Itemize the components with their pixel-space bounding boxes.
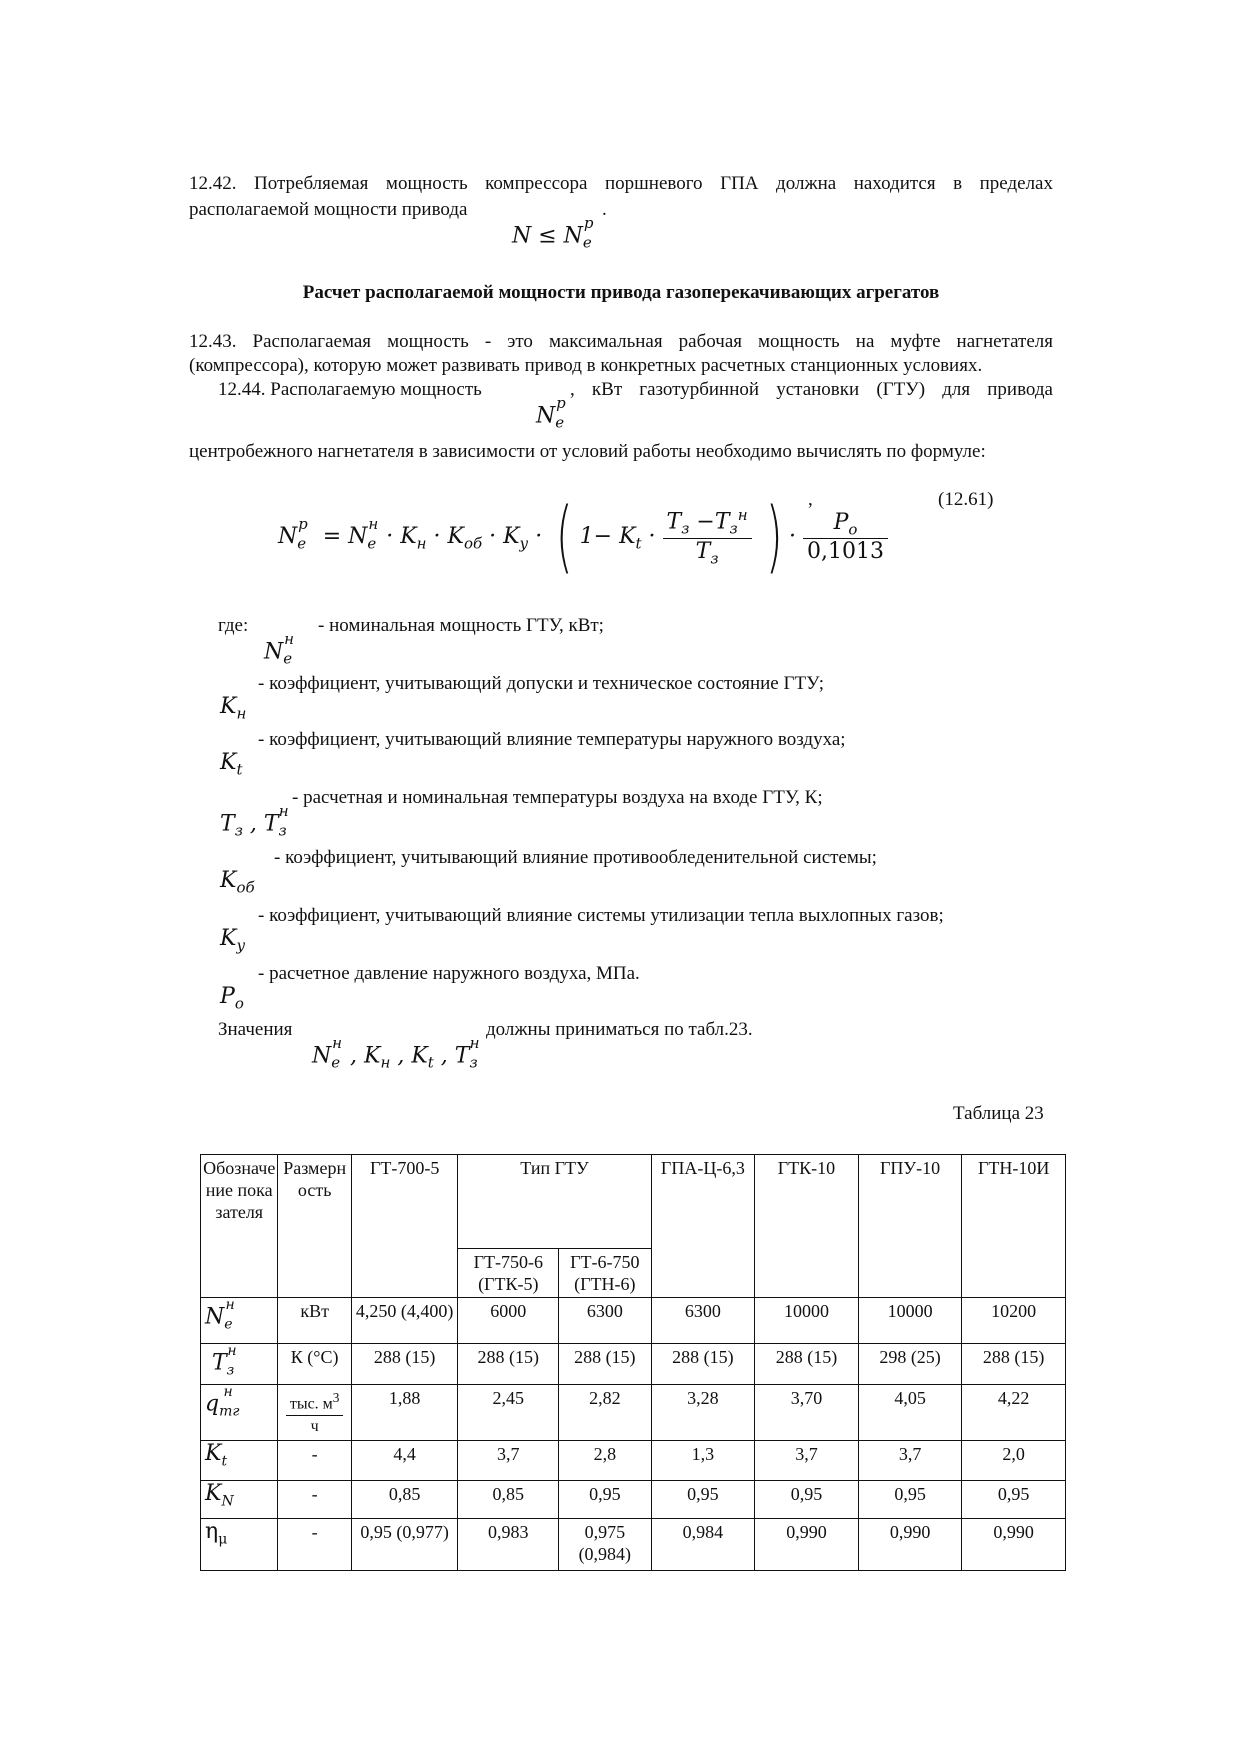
cell: 288 (15)	[755, 1344, 859, 1385]
row-unit: кВт	[278, 1298, 351, 1344]
unit-fraction: $\frac{тыс. м^3}{ч}$	[286, 1387, 344, 1438]
cell: 6300	[559, 1298, 652, 1344]
cell: 288 (15)	[559, 1344, 652, 1385]
equation-number: (12.61)	[938, 489, 994, 510]
cell: 6300	[651, 1298, 755, 1344]
para-1242-line2: располагаемой мощности привода	[189, 199, 468, 220]
table-row	[201, 1298, 1066, 1344]
symbol-ne-p: $N_e^p$	[536, 394, 566, 432]
para-1243-line2: (компрессора), которую может развивать привод в конкретных расчетных станционных условиях.	[189, 355, 983, 376]
table-row	[201, 1519, 1066, 1571]
row-unit-fraction	[278, 1384, 351, 1440]
table-23	[200, 1154, 1066, 1571]
header-dimension: Размерность	[278, 1155, 351, 1298]
cell: 0,984	[651, 1519, 755, 1571]
formula-text: N ≤ N	[512, 223, 583, 249]
values-line-left: Значения	[218, 1019, 293, 1040]
header-gtk-10: ГТК-10	[755, 1155, 859, 1298]
cell: 10000	[755, 1298, 859, 1344]
cell: 0,975 (0,984)	[559, 1519, 652, 1571]
def-p-o: - расчетное давление наружного воздуха, МПа.	[258, 963, 640, 984]
row-unit: К (°С)	[278, 1344, 351, 1385]
symbol-k-u: $K_у$	[220, 926, 246, 955]
cell: 0,95	[858, 1481, 962, 1519]
def-k-t: - коэффициент, учитывающий влияние температуры наружного воздуха;	[258, 729, 846, 750]
cell: 3,70	[755, 1384, 859, 1440]
cell: 288 (15)	[351, 1344, 458, 1385]
def-k-ob: - коэффициент, учитывающий влияние противообледенительной системы;	[274, 847, 877, 868]
cell: 288 (15)	[962, 1344, 1066, 1385]
cell: 288 (15)	[651, 1344, 755, 1385]
cell: 1,88	[351, 1384, 458, 1440]
cell: 3,28	[651, 1384, 755, 1440]
cell: 0,85	[351, 1481, 458, 1519]
table-row	[201, 1441, 1066, 1481]
cell: 0,95	[651, 1481, 755, 1519]
header-gpu-10: ГПУ-10	[858, 1155, 962, 1298]
cell: 4,22	[962, 1384, 1066, 1440]
cell: 298 (25)	[858, 1344, 962, 1385]
cell: 0,990	[755, 1519, 859, 1571]
row-symbol-k-n: $K_N$	[201, 1481, 278, 1519]
para-1243-line1: 12.43. Располагаемая мощность - это максимальная рабочая мощность на муфте нагнетателя	[189, 331, 1053, 352]
row-unit: -	[278, 1441, 351, 1481]
table-header-row-1	[201, 1155, 1066, 1249]
row-unit: -	[278, 1519, 351, 1571]
formula-comma: ,	[808, 489, 813, 510]
def-ne-n: - номинальная мощность ГТУ, кВт;	[318, 615, 604, 636]
cell: 4,05	[858, 1384, 962, 1440]
header-type-gtu: Тип ГТУ	[458, 1155, 651, 1249]
para-1244-line1-a: 12.44. Располагаемую мощность	[218, 379, 482, 400]
cell: 0,983	[458, 1519, 559, 1571]
row-symbol-k-t: $K_t$	[201, 1441, 278, 1481]
header-gpa-c-6-3: ГПА-Ц-6,3	[651, 1155, 755, 1298]
header-gtn-10i: ГТН-10И	[962, 1155, 1066, 1298]
symbol-p-o: $P_o$	[220, 984, 244, 1013]
row-unit: -	[278, 1481, 351, 1519]
definitions-where: где:	[218, 615, 249, 636]
formula-12-61: $N_e^p = N_e^н\cdot K_н \cdot K_{об} \cdot K_у$ · ( $1- K_t$ · $\frac{T_з -T_з^н}{T_з}$ ) · $\frac{P_o}{0,1013}$	[278, 498, 888, 576]
symbol-ne-n: $N_e^н$	[264, 630, 295, 668]
symbol-k-t: $K_t$	[220, 750, 243, 779]
cell: 3,7	[755, 1441, 859, 1481]
cell: 10000	[858, 1298, 962, 1344]
cell: 1,3	[651, 1441, 755, 1481]
cell: 6000	[458, 1298, 559, 1344]
header-gt-700-5: ГТ-700-5	[351, 1155, 458, 1298]
formula-n-le-ne: $N \le N_e^p$	[512, 214, 594, 252]
cell: 0,990	[962, 1519, 1066, 1571]
table-caption: Таблица 23	[953, 1103, 1044, 1124]
cell: 2,8	[559, 1441, 652, 1481]
cell: 10200	[962, 1298, 1066, 1344]
symbol-values-list: $N_e^н$, $K_н$ , $K_t$ , $T_з^н$	[312, 1034, 480, 1072]
cell: 4,250 (4,400)	[351, 1298, 458, 1344]
para-1244-line1-b: , кВт газотурбинной установки (ГТУ) для привода	[570, 379, 1053, 400]
cell: 0,95	[755, 1481, 859, 1519]
para-1242-dot: .	[602, 199, 607, 220]
para-1242-line1: 12.42. Потребляемая мощность компрессора поршневого ГПА должна находится в пределах	[189, 173, 1053, 194]
cell: 0,95	[962, 1481, 1066, 1519]
cell: 3,7	[458, 1441, 559, 1481]
def-t-z: - расчетная и номинальная температуры воздуха на входе ГТУ, К;	[292, 787, 823, 808]
row-symbol-qtg-n: $q_{тг}^н$	[201, 1384, 278, 1440]
row-symbol-tz-n: $T_з^н$	[201, 1344, 278, 1385]
header-gt-6-750: ГТ-6-750 (ГТН-6)	[559, 1249, 652, 1298]
table-row	[201, 1344, 1066, 1385]
cell: 0,85	[458, 1481, 559, 1519]
section-heading: Расчет располагаемой мощности привода газоперекачивающих агрегатов	[302, 282, 940, 303]
cell: 0,95	[559, 1481, 652, 1519]
cell: 2,45	[458, 1384, 559, 1440]
cell: 2,82	[559, 1384, 652, 1440]
row-symbol-eta-mu: $\eta_\mu$	[201, 1519, 278, 1571]
def-k-n: - коэффициент, учитывающий допуски и техническое состояние ГТУ;	[258, 673, 825, 694]
cell: 288 (15)	[458, 1344, 559, 1385]
cell: 2,0	[962, 1441, 1066, 1481]
header-designation: Обозначение показателя	[201, 1155, 278, 1298]
cell: 4,4	[351, 1441, 458, 1481]
unit-den: ч	[310, 1418, 319, 1436]
symbol-k-ob: $K_{об}$	[220, 868, 255, 897]
header-gt-750-6: ГТ-750-6 (ГТК-5)	[458, 1249, 559, 1298]
cell: 0,95 (0,977)	[351, 1519, 458, 1571]
symbol-k-n: $K_н$	[220, 694, 247, 723]
para-1244-line2: центробежного нагнетателя в зависимости от условий работы необходимо вычислять по формуле:	[189, 441, 986, 462]
cell: 3,7	[858, 1441, 962, 1481]
row-symbol-ne-n: $N_e^н$	[201, 1298, 278, 1344]
table-row	[201, 1384, 1066, 1440]
symbol-t-z: $T_з$ , $T_з^н$	[220, 802, 289, 840]
table-row	[201, 1481, 1066, 1519]
unit-num: тыс. м	[289, 1395, 333, 1413]
values-line-right: должны приниматься по табл.23.	[486, 1019, 753, 1040]
def-k-u: - коэффициент, учитывающий влияние системы утилизации тепла выхлопных газов;	[258, 905, 944, 926]
cell: 0,990	[858, 1519, 962, 1571]
